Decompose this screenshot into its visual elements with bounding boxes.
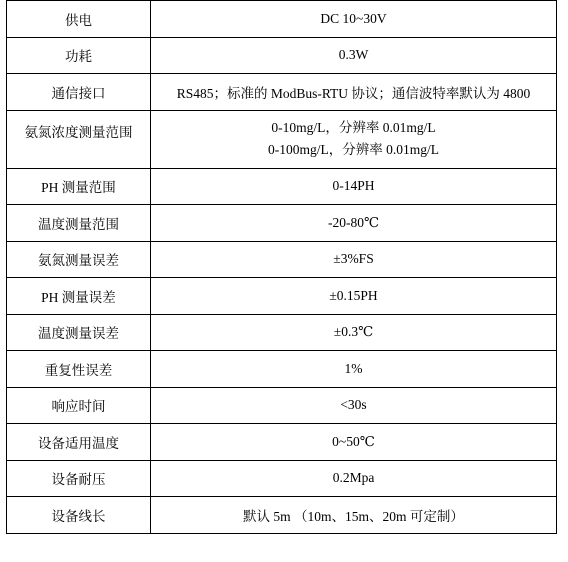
table-row	[7, 387, 557, 424]
table-row	[7, 1, 557, 38]
row-label: 设备适用温度	[7, 424, 151, 461]
value-line: 0-10mg/L，分辨率 0.01mg/L	[271, 120, 436, 135]
row-value: -20-80℃	[151, 205, 557, 242]
row-label: 氨氮浓度测量范围	[7, 110, 151, 168]
table-row	[7, 37, 557, 74]
row-label: 设备耐压	[7, 460, 151, 497]
table-row	[7, 74, 557, 111]
row-label: 通信接口	[7, 74, 151, 111]
table-row	[7, 460, 557, 497]
row-value: DC 10~30V	[151, 1, 557, 38]
row-label: 温度测量误差	[7, 314, 151, 351]
table-row	[7, 205, 557, 242]
row-label: PH 测量范围	[7, 168, 151, 205]
row-label: 功耗	[7, 37, 151, 74]
row-value: ±3%FS	[151, 241, 557, 278]
row-value: 0.3W	[151, 37, 557, 74]
row-value: ±0.3℃	[151, 314, 557, 351]
table-row	[7, 241, 557, 278]
table-row	[7, 168, 557, 205]
table-row	[7, 110, 557, 168]
table-row	[7, 314, 557, 351]
row-value: 0~50℃	[151, 424, 557, 461]
row-value: 0.2Mpa	[151, 460, 557, 497]
table-row	[7, 351, 557, 388]
table-row	[7, 278, 557, 315]
row-value: ±0.15PH	[151, 278, 557, 315]
spec-table	[6, 0, 557, 534]
table-row	[7, 424, 557, 461]
row-label: 供电	[7, 1, 151, 38]
row-value: <30s	[151, 387, 557, 424]
row-value: 0-14PH	[151, 168, 557, 205]
row-label: 重复性误差	[7, 351, 151, 388]
row-value: 1%	[151, 351, 557, 388]
row-value: RS485；标准的 ModBus-RTU 协议；通信波特率默认为 4800	[151, 74, 557, 111]
row-label: 氨氮测量误差	[7, 241, 151, 278]
row-label: 响应时间	[7, 387, 151, 424]
table-row	[7, 497, 557, 534]
row-value	[151, 110, 557, 168]
row-value: 默认 5m （10m、15m、20m 可定制）	[151, 497, 557, 534]
row-label: 温度测量范围	[7, 205, 151, 242]
row-label: 设备线长	[7, 497, 151, 534]
row-label: PH 测量误差	[7, 278, 151, 315]
value-line: 0-100mg/L，分辨率 0.01mg/L	[268, 142, 439, 157]
